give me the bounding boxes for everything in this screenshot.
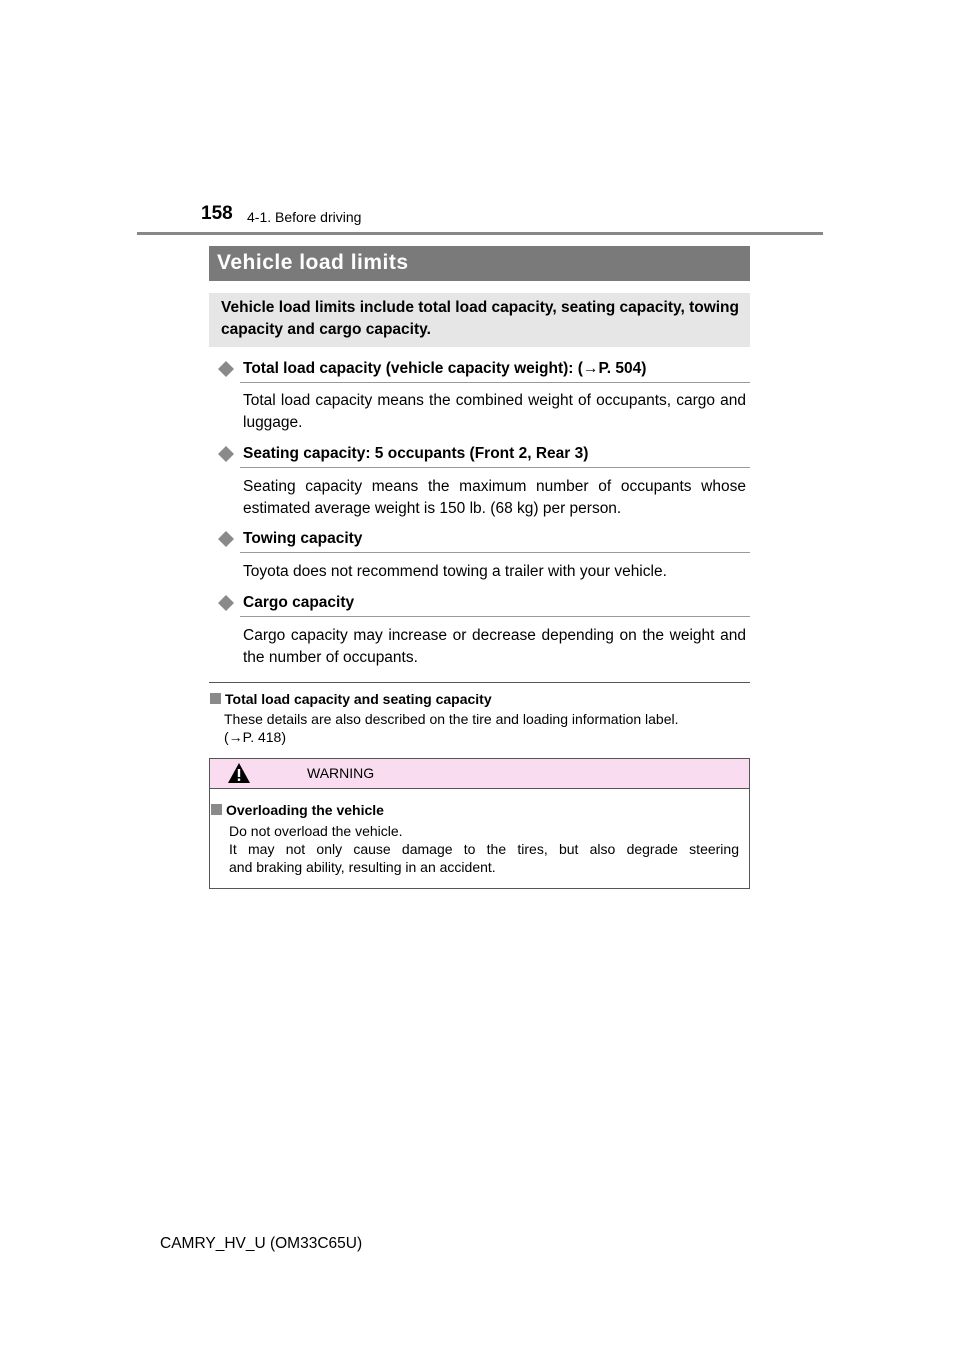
item-heading-towing xyxy=(218,528,750,550)
square-bullet-icon xyxy=(210,693,221,704)
warning-line: and braking ability, resulting in an accident. xyxy=(229,859,496,875)
warning-box xyxy=(209,758,750,889)
footer-model-code: CAMRY_HV_U (OM33C65U) xyxy=(160,1235,363,1252)
diamond-bullet-icon xyxy=(218,361,234,377)
note-heading-text: Total load capacity and seating capacity xyxy=(225,691,492,707)
item-heading-seating xyxy=(218,443,750,465)
warning-body xyxy=(229,822,739,876)
intro-summary: Vehicle load limits include total load capacity, seating capacity, towing capacity and cargo capacity. xyxy=(209,293,750,347)
diamond-bullet-icon xyxy=(218,446,234,462)
item-body-total-load: Total load capacity means the combined weight of occupants, cargo and luggage. xyxy=(243,392,746,431)
item-rule xyxy=(240,552,750,553)
square-bullet-icon xyxy=(211,804,222,815)
item-body-seating: Seating capacity means the maximum number of occupants whose estimated average weight is 150 lb. (68 kg) per person. xyxy=(243,478,746,517)
warning-line: It may not only cause damage to the tires, but also degrade steering xyxy=(229,841,739,857)
warning-label: WARNING xyxy=(307,765,375,781)
warning-line: Do not overload the vehicle. xyxy=(229,823,403,839)
section-label: 4-1. Before driving xyxy=(247,209,362,225)
warning-heading-text: Overloading the vehicle xyxy=(226,802,384,818)
note-line: These details are also described on the tire and loading information label. xyxy=(224,711,679,727)
note-line: (→P. 418) xyxy=(224,728,286,745)
warning-header xyxy=(210,759,749,789)
item-body-towing: Toyota does not recommend towing a trailer with your vehicle. xyxy=(243,563,667,580)
item-heading-cargo xyxy=(218,592,750,614)
header-rule xyxy=(137,232,823,235)
note-text xyxy=(224,711,746,746)
note-heading xyxy=(210,690,492,708)
item-body-cargo: Cargo capacity may increase or decrease depending on the weight and the number of occupants. xyxy=(243,627,746,666)
item-heading-text: Towing capacity xyxy=(243,530,363,547)
warning-heading xyxy=(211,801,384,819)
page-title: Vehicle load limits xyxy=(209,246,750,281)
notes-divider xyxy=(209,682,750,683)
item-heading-total-load xyxy=(218,358,750,380)
item-heading-text: Seating capacity: 5 occupants (Front 2, Rear 3) xyxy=(243,445,589,462)
page-number: 158 xyxy=(201,203,233,224)
item-rule xyxy=(240,467,750,468)
item-heading-text: Cargo capacity xyxy=(243,594,355,611)
item-rule xyxy=(240,616,750,617)
item-heading-text: Total load capacity (vehicle capacity weight): (→P. 504) xyxy=(243,360,647,377)
warning-triangle-icon xyxy=(227,762,251,784)
diamond-bullet-icon xyxy=(218,531,234,547)
diamond-bullet-icon xyxy=(218,595,234,611)
item-rule xyxy=(240,382,750,383)
